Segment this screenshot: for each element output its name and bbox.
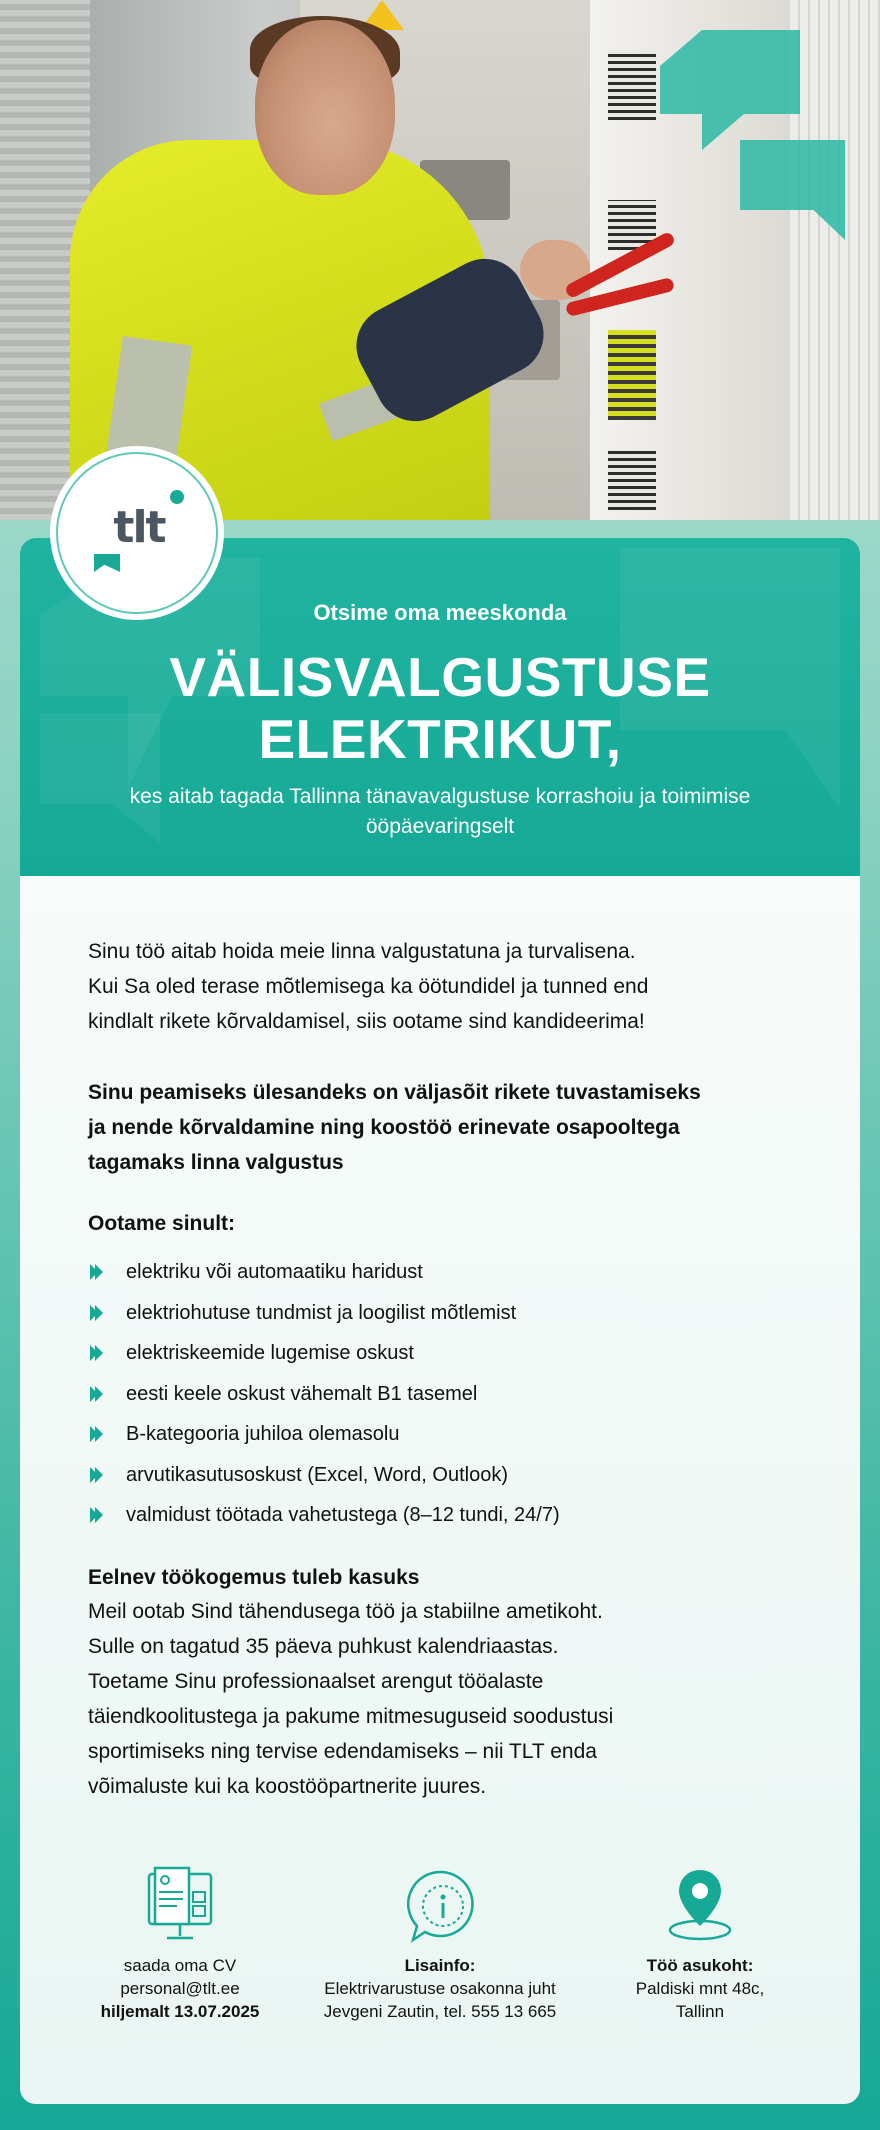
- list-item-text: valmidust töötada vahetustega (8–12 tundi, 24/7): [126, 1504, 560, 1526]
- offer-line: Sulle on tagatud 35 päeva puhkust kalendriaastas.: [88, 1634, 559, 1658]
- list-item: [88, 1293, 792, 1334]
- list-item: [88, 1252, 792, 1293]
- job-title: [20, 646, 860, 770]
- chevron-right-icon: [90, 1386, 104, 1402]
- cv-document-icon: [135, 1866, 225, 1950]
- intro-line: Kui Sa oled terase mõtlemisega ka öötundidel ja tunned end: [88, 975, 649, 998]
- offer-line: Toetame Sinu professionaalset arengut tööalaste: [88, 1669, 544, 1693]
- logo-dot: [170, 490, 184, 504]
- info-line: Elektrivarustuse osakonna juht: [324, 1979, 556, 1998]
- header-kicker: Otsime oma meeskonda: [313, 600, 567, 625]
- chevron-right-icon: [90, 1305, 104, 1321]
- list-item-text: arvutikasutusoskust (Excel, Word, Outlook): [126, 1463, 508, 1486]
- main-task-line: Sinu peamiseks ülesandeks on väljasõit rikete tuvastamiseks: [88, 1081, 701, 1104]
- chevron-right-icon: [90, 1345, 104, 1361]
- requirements-list: [88, 1252, 792, 1536]
- list-item-text: elektriskeemide lugemise oskust: [126, 1342, 414, 1364]
- intro-paragraph: [88, 934, 792, 1039]
- list-item-text: B-kategooria juhiloa olemasolu: [126, 1423, 400, 1445]
- requirements-heading: Ootame sinult:: [88, 1212, 236, 1235]
- location-line: Paldiski mnt 48c,: [635, 1979, 765, 1998]
- logo-wordmark: tlt: [113, 502, 165, 553]
- worker-head: [255, 20, 395, 195]
- list-item: [88, 1374, 792, 1415]
- info-title: Lisainfo:: [404, 1956, 476, 1975]
- list-item-text: eesti keele oskust vähemalt B1 tasemel: [126, 1382, 478, 1405]
- list-item: [88, 1495, 792, 1536]
- list-item-text: elektriku või automaatiku haridust: [126, 1261, 423, 1283]
- intro-line: Sinu töö aitab hoida meie linna valgustatuna ja turvalisena.: [88, 940, 636, 963]
- main-task-paragraph: [88, 1075, 792, 1180]
- chevron-right-icon: [90, 1467, 104, 1483]
- card-body: [20, 876, 860, 2104]
- info-phone[interactable]: Jevgeni Zautin, tel. 555 13 665: [323, 2002, 557, 2021]
- cv-deadline: hiljemalt 13.07.2025: [100, 2002, 260, 2021]
- job-ad-card: [20, 538, 860, 2104]
- cabinet-edge: [790, 0, 880, 520]
- job-title-line: ELEKTRIKUT,: [258, 708, 622, 770]
- offer-line: Meil ootab Sind tähendusega töö ja stabiilne ametikoht.: [88, 1599, 603, 1623]
- info-icon: [395, 1866, 485, 1950]
- header-subtitle: kes aitab tagada Tallinna tänavavalgustuse korrashoiu ja toimimise ööpäevaringselt: [129, 785, 751, 838]
- job-title-line: VÄLISVALGUSTUSE: [169, 646, 711, 708]
- offer-line: sportimiseks ning tervise edendamiseks – nii TLT enda: [88, 1739, 597, 1763]
- list-item-text: elektriohutuse tundmist ja loogilist mõtlemist: [126, 1301, 517, 1324]
- tlt-logo: [56, 452, 218, 614]
- list-item: [88, 1455, 792, 1496]
- hero-photo: [0, 0, 880, 520]
- location-title: Töö asukoht:: [646, 1956, 754, 1975]
- main-task-line: tagamaks linna valgustus: [88, 1151, 344, 1174]
- main-task-line: ja nende kõrvaldamine ning koostöö erinevate osapooltega: [88, 1116, 680, 1139]
- cv-line: saada oma CV: [123, 1956, 237, 1975]
- list-item: [88, 1333, 792, 1374]
- list-item: [88, 1414, 792, 1455]
- chevron-right-icon: [90, 1426, 104, 1442]
- chevron-right-icon: [90, 1507, 104, 1523]
- location-line: Tallinn: [675, 2002, 725, 2021]
- chevron-right-icon: [90, 1264, 104, 1280]
- offer-line: täiendkoolitustega ja pakume mitmesuguseid soodustusi: [88, 1704, 614, 1728]
- logo-speech-tail: [94, 554, 120, 572]
- contact-info-row: [20, 1866, 860, 2036]
- cv-contact: [50, 1866, 310, 2023]
- offer-heading: Eelnev töökogemus tuleb kasuks: [88, 1565, 420, 1589]
- cv-email-link[interactable]: personal@tlt.ee: [120, 1979, 240, 1998]
- more-info-contact: [310, 1866, 570, 2023]
- intro-line: kindlalt rikete kõrvaldamisel, siis ootame sind kandideerima!: [88, 1010, 645, 1033]
- offer-paragraph: [88, 1594, 792, 1804]
- location-pin-icon: [655, 1866, 745, 1950]
- location-contact: [570, 1866, 830, 2023]
- offer-line: võimaluste kui ka koostööpartnerite juures.: [88, 1774, 487, 1798]
